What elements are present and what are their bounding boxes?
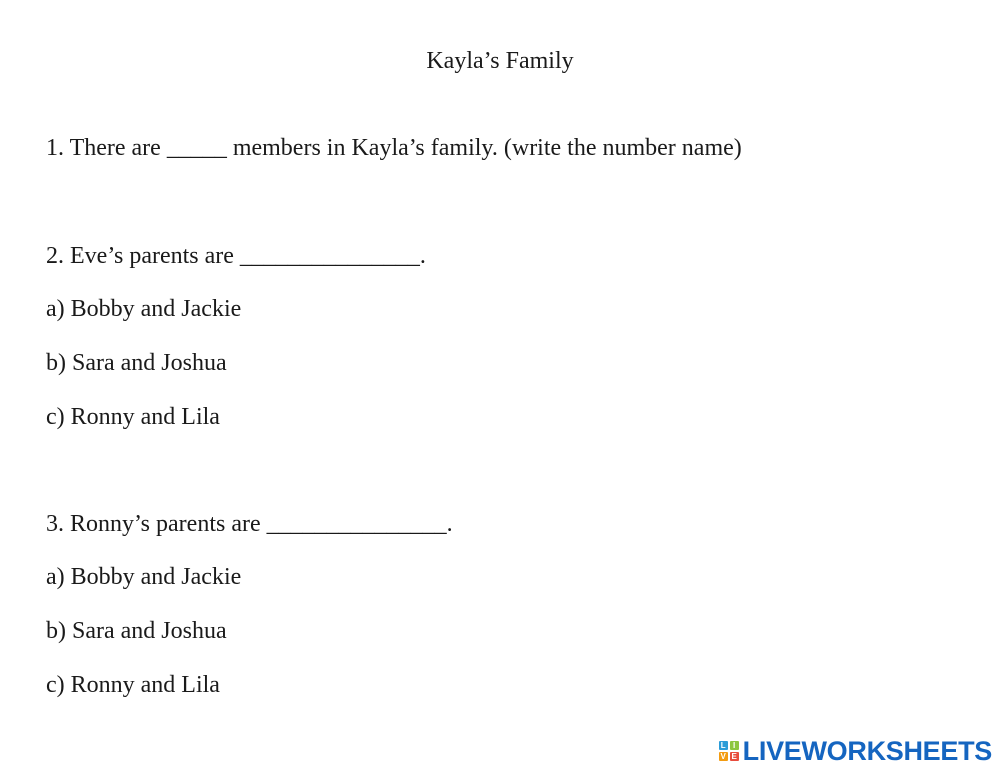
question-2-option-b: b) Sara and Joshua — [46, 350, 227, 376]
question-2-option-c: c) Ronny and Lila — [46, 404, 220, 430]
logo-mark-letter: E — [731, 752, 737, 761]
question-1: 1. There are _____ members in Kayla’s family. (write the number name) — [46, 135, 742, 161]
question-2-option-a: a) Bobby and Jackie — [46, 296, 242, 322]
logo-text: LIVEWORKSHEETS — [742, 736, 992, 766]
liveworksheets-logo-icon — [719, 741, 739, 761]
question-3-option-b: b) Sara and Joshua — [46, 618, 227, 644]
logo-mark-letter: V — [720, 752, 726, 761]
question-3-option-c: c) Ronny and Lila — [46, 672, 220, 698]
question-3-option-a: a) Bobby and Jackie — [46, 564, 242, 590]
page-title: Kayla’s Family — [426, 48, 574, 74]
question-3: 3. Ronny’s parents are _______________. — [46, 511, 453, 537]
question-2: 2. Eve’s parents are _______________. — [46, 243, 426, 269]
logo-mark-letter: L — [719, 741, 728, 750]
liveworksheets-logo[interactable] — [719, 736, 992, 766]
logo-mark-letter: I — [730, 741, 739, 750]
